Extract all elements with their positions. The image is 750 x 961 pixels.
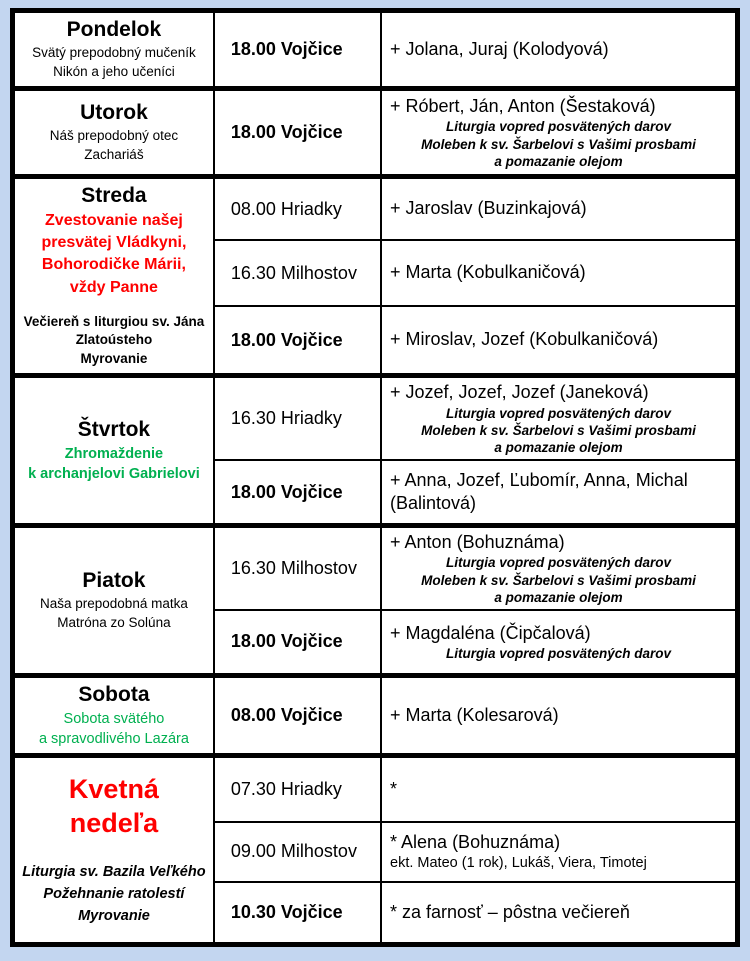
day-feast-description [21, 127, 207, 165]
time-place-cell: 18.00 Vojčice [214, 11, 381, 89]
day-feast-description [21, 44, 207, 82]
day-cell-stvrtok [13, 376, 214, 526]
intention-cell [381, 460, 737, 525]
service-note: Liturgia vopred posvätených darov [445, 645, 672, 661]
intention-cell [381, 177, 737, 241]
time-place-cell: 16.30 Milhostov [214, 525, 381, 610]
time-place-cell: 18.00 Vojčice [214, 610, 381, 675]
intention-cell [381, 882, 737, 945]
liturgical-schedule-table [10, 8, 740, 947]
service-note: Moleben k sv. Šarbelovi s Vašimi prosbami [421, 422, 696, 438]
extra-line: Zlatoústeho [75, 332, 153, 348]
intention-text: + Anton (Bohuznáma) [390, 531, 565, 552]
intention-cell [381, 306, 737, 376]
intention-text: + Marta (Kolesarová) [390, 704, 559, 725]
intention-cell [381, 525, 737, 610]
feast-line: Svätý prepodobný mučeník [32, 45, 196, 61]
day-name: Pondelok [66, 18, 162, 41]
day-name: Sobota [78, 682, 150, 706]
feast-line: Zvestovanie našej [45, 212, 183, 230]
day-cell-streda [13, 177, 214, 376]
service-note: Moleben k sv. Šarbelovi s Vašimi prosbami [421, 136, 696, 152]
service-note: a pomazanie olejom [494, 440, 623, 456]
day-name: Streda [81, 184, 147, 208]
extra-line: Myrovanie [80, 351, 148, 367]
time-place-cell: 08.00 Hriadky [214, 177, 381, 241]
day-cell-piatok [13, 525, 214, 675]
intention-text: + Anna, Jozef, Ľubomír, Anna, Michal (Balintová) [390, 469, 688, 514]
intention-text: + Miroslav, Jozef (Kobulkaničová) [390, 329, 659, 350]
intention-text: + Jozef, Jozef, Jozef (Janeková) [390, 382, 649, 403]
intention-cell [381, 822, 737, 882]
service-note: Liturgia vopred posvätených darov [445, 405, 672, 421]
feast-line: Matróna zo Solúna [57, 614, 171, 630]
time-place-cell: 18.00 Vojčice [214, 89, 381, 177]
time-place-cell: 08.00 Vojčice [214, 675, 381, 756]
time-place-cell: 07.30 Hriadky [214, 756, 381, 822]
service-note: a pomazanie olejom [494, 153, 623, 169]
intention-subline: ekt. Mateo (1 rok), Lukáš, Viera, Timotej [390, 855, 647, 872]
intention-text: + Jolana, Juraj (Kolodyová) [390, 38, 609, 59]
intention-cell [381, 675, 737, 756]
time-place-cell: 16.30 Hriadky [214, 376, 381, 461]
feast-line: Zachariáš [84, 147, 144, 163]
service-note: Liturgia vopred posvätených darov [445, 119, 672, 135]
intention-cell [381, 89, 737, 177]
feast-line: Liturgia sv. Bazila Veľkého [22, 863, 206, 880]
intention-text: + Magdaléna (Čipčalová) [390, 622, 591, 643]
day-feast-description-italic [21, 861, 207, 928]
intention-text: + Róbert, Ján, Anton (Šestaková) [390, 95, 656, 116]
service-note: Liturgia vopred posvätených darov [445, 555, 672, 571]
feast-line: Náš prepodobný otec [49, 128, 179, 144]
intention-cell [381, 610, 737, 675]
day-cell-kvetna-nedela [13, 756, 214, 945]
day-cell-utorok [13, 89, 214, 177]
feast-line: Myrovanie [78, 908, 150, 925]
feast-line: Nikón a jeho učeníci [53, 64, 175, 80]
feast-line: presvätej Vládkyni, [41, 234, 187, 252]
time-place-cell: 18.00 Vojčice [214, 460, 381, 525]
intention-text: * [390, 779, 398, 800]
day-cell-pondelok [13, 11, 214, 89]
feast-line: Požehnanie ratolestí [43, 886, 185, 902]
intention-cell [381, 756, 737, 822]
day-cell-sobota [13, 675, 214, 756]
intention-text: + Marta (Kobulkaničová) [390, 262, 586, 283]
feast-line: Naša prepodobná matka [40, 596, 188, 612]
day-feast-description-green [21, 444, 207, 485]
day-feast-description-red [21, 210, 207, 298]
feast-line: Sobota svätého [63, 710, 165, 727]
time-place-cell: 18.00 Vojčice [214, 306, 381, 376]
feast-line: vždy Panne [69, 278, 158, 296]
intention-text: * za farnosť – pôstna večiereň [390, 902, 630, 923]
feast-line: k archanjelovi Gabrielovi [28, 466, 200, 483]
extra-line: Večiereň s liturgiou sv. Jána [23, 313, 205, 329]
feast-line: Bohorodičke Márii, [41, 256, 186, 274]
feast-line: Zhromaždenie [64, 445, 164, 462]
day-name: Piatok [82, 568, 146, 592]
day-feast-description-green [21, 709, 207, 750]
time-place-cell: 10.30 Vojčice [214, 882, 381, 945]
intention-cell [381, 240, 737, 306]
time-place-cell: 09.00 Milhostov [214, 822, 381, 882]
intention-text: + Jaroslav (Buzinkajová) [390, 198, 587, 219]
intention-cell [381, 376, 737, 461]
day-name: Utorok [80, 101, 148, 125]
service-note: a pomazanie olejom [494, 589, 623, 605]
day-feast-description [21, 595, 207, 633]
day-name: Štvrtok [77, 417, 151, 441]
intention-text: * Alena (Bohuznáma) [390, 831, 561, 852]
intention-cell [381, 11, 737, 89]
day-extra-services [21, 313, 207, 370]
feast-line: a spravodlivého Lazára [38, 731, 189, 748]
service-note: Moleben k sv. Šarbelovi s Vašimi prosbami [421, 572, 696, 588]
time-place-cell: 16.30 Milhostov [214, 240, 381, 306]
day-name: Kvetná nedeľa [68, 774, 159, 838]
